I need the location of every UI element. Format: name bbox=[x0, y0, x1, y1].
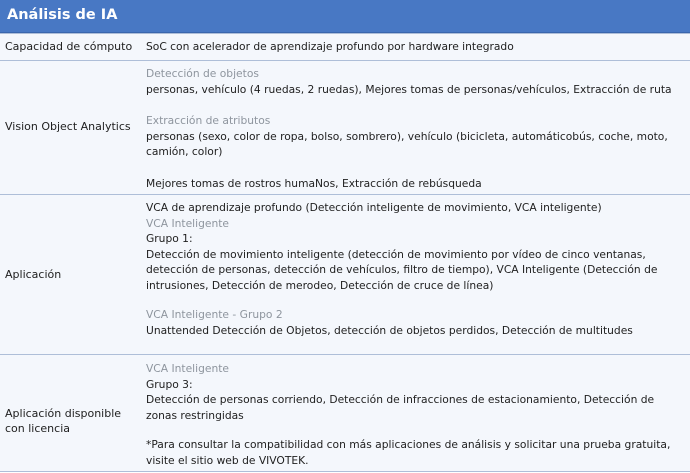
row-application-content bbox=[146, 200, 686, 338]
faces-text: Mejores tomas de rostros humaNos, Extracción de rebúsqueda bbox=[146, 176, 482, 190]
table-title: Análisis de IA bbox=[7, 7, 118, 23]
row-vision-content bbox=[146, 66, 686, 191]
row-licensed bbox=[0, 354, 690, 472]
group3-label: Grupo 3: bbox=[146, 377, 193, 391]
row-vision bbox=[0, 60, 690, 194]
table-header bbox=[0, 0, 690, 33]
row-application bbox=[0, 194, 690, 354]
group3-text: Detección de personas corriendo, Detección de infracciones de estacionamiento, Detección de zonas restringidas bbox=[146, 393, 655, 422]
licensed-vca-title: VCA Inteligente bbox=[146, 362, 230, 375]
row-licensed-content bbox=[146, 361, 686, 468]
object-detection-title: Detección de objetos bbox=[146, 67, 259, 80]
vca-title: VCA Inteligente bbox=[146, 216, 230, 230]
row-compute-value: SoC con acelerador de aprendizaje profundo por hardware integrado bbox=[146, 40, 514, 53]
row-application-label: Aplicación bbox=[5, 268, 62, 281]
attributes-title: Extracción de atributos bbox=[146, 114, 271, 127]
row-compute-label: Capacidad de cómputo bbox=[5, 40, 133, 53]
group1-text: Detección de movimiento inteligente (detección de movimiento por vídeo de cinco ventanas, detección de personas, detección de vehículos, filtro de tiempo), VCA Inteligente (Detección de intrusiones, Detección de merodeo, Detección de cruce de línea) bbox=[146, 247, 658, 292]
attributes-text: personas (sexo, color de ropa, bolso, sombrero), vehículo (bicicleta, automáticobús, coche, moto, camión, color) bbox=[146, 129, 668, 158]
deep-learning-text: VCA de aprendizaje profundo (Detección inteligente de movimiento, VCA inteligente) bbox=[146, 201, 602, 214]
object-detection-text: personas, vehículo (4 ruedas, 2 ruedas), Mejores tomas de personas/vehículos, Extracción de ruta bbox=[146, 82, 672, 96]
group2-text: Unattended Detección de Objetos, detección de objetos perdidos, Detección de multitudes bbox=[146, 323, 633, 337]
group2-title: VCA Inteligente - Grupo 2 bbox=[146, 308, 283, 321]
row-licensed-label: Aplicación disponible con licencia bbox=[5, 407, 122, 435]
group1-label: Grupo 1: bbox=[146, 232, 193, 245]
row-vision-label: Vision Object Analytics bbox=[5, 120, 131, 133]
licensed-note: *Para consultar la compatibilidad con más aplicaciones de análisis y solicitar una prueba gratuita, visite el sitio web de VIVOTEK. bbox=[146, 438, 671, 467]
row-compute bbox=[0, 33, 690, 60]
